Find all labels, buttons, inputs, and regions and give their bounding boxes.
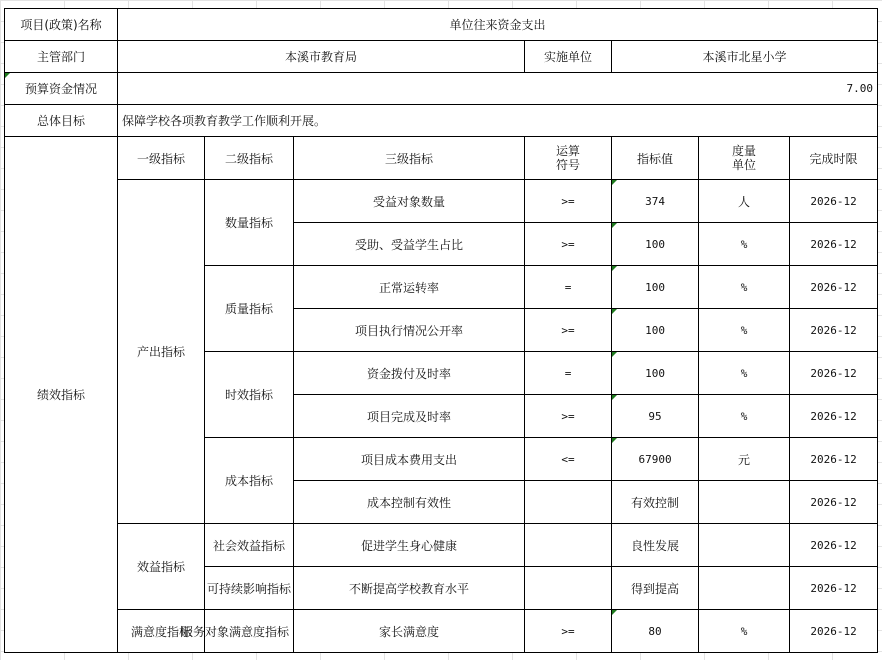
col-header-value: 指标值 (612, 137, 699, 180)
dept-label: 主管部门 (5, 41, 118, 73)
level2-quantity: 数量指标 (205, 180, 294, 266)
indicator-operator[interactable] (525, 524, 612, 567)
indicator-value[interactable]: 良性发展 (612, 524, 699, 567)
level1-output: 产出指标 (118, 180, 205, 524)
col-header-deadline: 完成时限 (790, 137, 878, 180)
indicator-unit[interactable]: % (699, 610, 790, 653)
indicator-operator[interactable]: = (525, 352, 612, 395)
indicator-value[interactable]: 95 (612, 395, 699, 438)
indicator-deadline[interactable]: 2026-12 (790, 524, 878, 567)
indicator-name[interactable]: 家长满意度 (294, 610, 525, 653)
project-label: 项目(政策)名称 (5, 9, 118, 41)
dept-value[interactable]: 本溪市教育局 (118, 41, 525, 73)
indicator-deadline[interactable]: 2026-12 (790, 610, 878, 653)
goal-value[interactable]: 保障学校各项教育教学工作顺利开展。 (118, 105, 878, 137)
indicator-deadline[interactable]: 2026-12 (790, 481, 878, 524)
budget-label: 预算资金情况 (5, 73, 118, 105)
indicator-deadline[interactable]: 2026-12 (790, 223, 878, 266)
indicator-name[interactable]: 正常运转率 (294, 266, 525, 309)
indicator-unit[interactable]: % (699, 223, 790, 266)
indicators-section-label: 绩效指标 (5, 137, 118, 653)
indicator-deadline[interactable]: 2026-12 (790, 395, 878, 438)
col-header-level3: 三级指标 (294, 137, 525, 180)
indicator-unit[interactable] (699, 481, 790, 524)
impl-label: 实施单位 (525, 41, 612, 73)
indicator-unit[interactable] (699, 567, 790, 610)
indicator-deadline[interactable]: 2026-12 (790, 180, 878, 223)
indicator-operator[interactable]: <= (525, 438, 612, 481)
indicator-unit[interactable]: 元 (699, 438, 790, 481)
col-header-level1: 一级指标 (118, 137, 205, 180)
indicator-operator[interactable]: >= (525, 223, 612, 266)
indicator-value[interactable]: 100 (612, 266, 699, 309)
col-header-unit: 度量 单位 (699, 137, 790, 180)
indicator-value[interactable]: 374 (612, 180, 699, 223)
indicator-unit[interactable]: % (699, 352, 790, 395)
indicator-name[interactable]: 项目完成及时率 (294, 395, 525, 438)
level1-benefit: 效益指标 (118, 524, 205, 610)
indicator-name[interactable]: 项目执行情况公开率 (294, 309, 525, 352)
project-name[interactable]: 单位往来资金支出 (118, 9, 878, 41)
indicator-unit[interactable]: % (699, 266, 790, 309)
indicator-operator[interactable]: >= (525, 309, 612, 352)
indicator-name[interactable]: 受益对象数量 (294, 180, 525, 223)
impl-value[interactable]: 本溪市北星小学 (612, 41, 878, 73)
indicator-name[interactable]: 项目成本费用支出 (294, 438, 525, 481)
indicator-value[interactable]: 80 (612, 610, 699, 653)
indicator-name[interactable]: 成本控制有效性 (294, 481, 525, 524)
indicator-name[interactable]: 资金拨付及时率 (294, 352, 525, 395)
indicator-operator[interactable]: = (525, 266, 612, 309)
indicator-value[interactable]: 得到提高 (612, 567, 699, 610)
indicator-operator[interactable]: >= (525, 610, 612, 653)
budget-value[interactable]: 7.00 (118, 73, 878, 105)
col-header-operator: 运算 符号 (525, 137, 612, 180)
level2-quality: 质量指标 (205, 266, 294, 352)
level2-cost: 成本指标 (205, 438, 294, 524)
goal-label: 总体目标 (5, 105, 118, 137)
indicator-deadline[interactable]: 2026-12 (790, 567, 878, 610)
indicator-name[interactable]: 促进学生身心健康 (294, 524, 525, 567)
indicator-unit[interactable]: % (699, 395, 790, 438)
level1-satisfaction: 满意度指标 (118, 610, 205, 653)
indicator-deadline[interactable]: 2026-12 (790, 266, 878, 309)
level2-service: 服务对象满意度指标 (205, 610, 294, 653)
indicator-operator[interactable]: >= (525, 395, 612, 438)
indicator-unit[interactable] (699, 524, 790, 567)
indicator-operator[interactable] (525, 567, 612, 610)
indicator-deadline[interactable]: 2026-12 (790, 352, 878, 395)
indicator-unit[interactable]: 人 (699, 180, 790, 223)
performance-table (4, 8, 878, 653)
indicator-value[interactable]: 100 (612, 223, 699, 266)
indicator-deadline[interactable]: 2026-12 (790, 309, 878, 352)
level2-social: 社会效益指标 (205, 524, 294, 567)
indicator-name[interactable]: 受助、受益学生占比 (294, 223, 525, 266)
level2-sustain: 可持续影响指标 (205, 567, 294, 610)
indicator-operator[interactable]: >= (525, 180, 612, 223)
indicator-operator[interactable] (525, 481, 612, 524)
indicator-deadline[interactable]: 2026-12 (790, 438, 878, 481)
indicator-unit[interactable]: % (699, 309, 790, 352)
indicator-value[interactable]: 100 (612, 352, 699, 395)
indicator-value[interactable]: 67900 (612, 438, 699, 481)
level2-timeliness: 时效指标 (205, 352, 294, 438)
indicator-value[interactable]: 100 (612, 309, 699, 352)
col-header-level2: 二级指标 (205, 137, 294, 180)
indicator-value[interactable]: 有效控制 (612, 481, 699, 524)
indicator-name[interactable]: 不断提高学校教育水平 (294, 567, 525, 610)
